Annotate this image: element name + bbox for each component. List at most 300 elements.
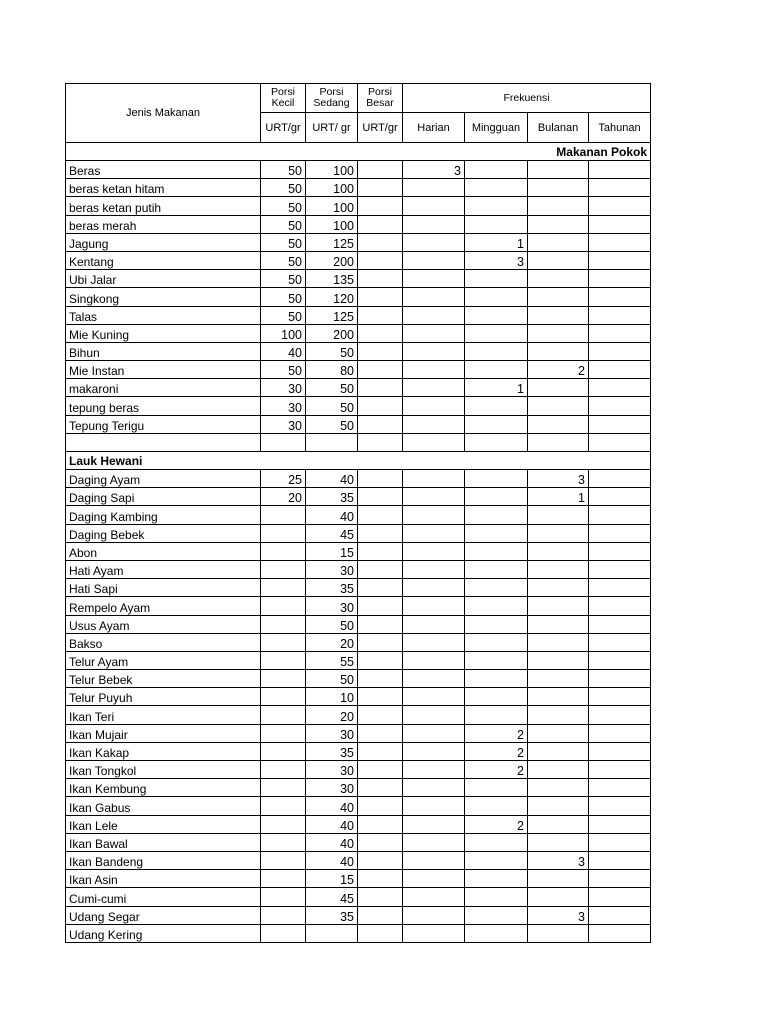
- urt-besar-header: URT/gr: [358, 113, 403, 143]
- food-name-cell: Ikan Kakap: [66, 742, 261, 760]
- mingguan-cell: [465, 615, 528, 633]
- table-row: [66, 924, 651, 942]
- porsi-besar-cell: [358, 670, 403, 688]
- bulanan-cell: [528, 324, 589, 342]
- porsi-kecil-cell: 50: [261, 251, 306, 269]
- section-row: [66, 143, 651, 161]
- porsi-besar-cell: [358, 924, 403, 942]
- porsi-besar-cell: [358, 197, 403, 215]
- harian-cell: [403, 615, 465, 633]
- porsi-besar-cell: [358, 579, 403, 597]
- mingguan-cell: [465, 888, 528, 906]
- bulanan-cell: [528, 888, 589, 906]
- harian-cell: [403, 815, 465, 833]
- porsi-besar-cell: [358, 597, 403, 615]
- tahunan-cell: [589, 542, 651, 560]
- bulanan-cell: [528, 342, 589, 360]
- food-name-cell: [66, 433, 261, 451]
- table-row: [66, 833, 651, 851]
- bulanan-cell: [528, 415, 589, 433]
- mingguan-header: Mingguan: [465, 113, 528, 143]
- bulanan-cell: [528, 197, 589, 215]
- tahunan-cell: [589, 233, 651, 251]
- porsi-sedang-header: [306, 84, 358, 113]
- porsi-kecil-cell: [261, 524, 306, 542]
- porsi-sedang-cell: 100: [306, 197, 358, 215]
- mingguan-cell: [465, 542, 528, 560]
- harian-cell: [403, 870, 465, 888]
- porsi-sedang-cell: 10: [306, 688, 358, 706]
- porsi-kecil-cell: 30: [261, 379, 306, 397]
- harian-cell: [403, 306, 465, 324]
- table-row: [66, 724, 651, 742]
- tahunan-header: Tahunan: [589, 113, 651, 143]
- harian-cell: [403, 488, 465, 506]
- table-row: [66, 888, 651, 906]
- bulanan-cell: [528, 651, 589, 669]
- urt-kecil-header: URT/gr: [261, 113, 306, 143]
- porsi-sedang-cell: 20: [306, 706, 358, 724]
- porsi-sedang-cell: 50: [306, 342, 358, 360]
- table-row: [66, 542, 651, 560]
- header-row-top: [66, 84, 651, 113]
- mingguan-cell: [465, 215, 528, 233]
- porsi-sedang-cell: 30: [306, 779, 358, 797]
- tahunan-cell: [589, 924, 651, 942]
- tahunan-cell: [589, 379, 651, 397]
- mingguan-cell: [465, 706, 528, 724]
- bulanan-cell: [528, 633, 589, 651]
- food-name-cell: Jagung: [66, 233, 261, 251]
- harian-cell: [403, 779, 465, 797]
- bulanan-cell: 3: [528, 906, 589, 924]
- porsi-besar-cell: [358, 560, 403, 578]
- food-name-cell: Bakso: [66, 633, 261, 651]
- table-row: [66, 815, 651, 833]
- table-row: [66, 342, 651, 360]
- food-name-cell: beras ketan putih: [66, 197, 261, 215]
- table-row: [66, 397, 651, 415]
- porsi-besar-cell: [358, 615, 403, 633]
- table-row: [66, 670, 651, 688]
- food-name-cell: Bihun: [66, 342, 261, 360]
- porsi-kecil-cell: [261, 615, 306, 633]
- porsi-kecil-cell: 40: [261, 342, 306, 360]
- food-name-cell: Daging Bebek: [66, 524, 261, 542]
- food-frequency-table: [65, 83, 651, 943]
- porsi-sedang-cell: 50: [306, 379, 358, 397]
- bulanan-cell: [528, 560, 589, 578]
- mingguan-cell: 2: [465, 815, 528, 833]
- porsi-besar-cell: [358, 851, 403, 869]
- tahunan-cell: [589, 579, 651, 597]
- table-row: [66, 488, 651, 506]
- mingguan-cell: 2: [465, 761, 528, 779]
- tahunan-cell: [589, 870, 651, 888]
- food-name-cell: Talas: [66, 306, 261, 324]
- tahunan-cell: [589, 161, 651, 179]
- tahunan-cell: [589, 270, 651, 288]
- mingguan-cell: [465, 324, 528, 342]
- food-name-cell: tepung beras: [66, 397, 261, 415]
- table-row: [66, 161, 651, 179]
- porsi-kecil-cell: [261, 542, 306, 560]
- table-row: [66, 270, 651, 288]
- harian-cell: [403, 433, 465, 451]
- porsi-besar-cell: [358, 324, 403, 342]
- porsi-sedang-cell: 45: [306, 524, 358, 542]
- bulanan-cell: 1: [528, 488, 589, 506]
- tahunan-cell: [589, 288, 651, 306]
- table-row: [66, 506, 651, 524]
- table-row: [66, 306, 651, 324]
- food-name-cell: Ikan Tongkol: [66, 761, 261, 779]
- table-row: [66, 470, 651, 488]
- porsi-kecil-cell: [261, 815, 306, 833]
- porsi-besar-cell: [358, 633, 403, 651]
- food-name-cell: Telur Ayam: [66, 651, 261, 669]
- porsi-kecil-cell: [261, 706, 306, 724]
- porsi-sedang-cell: 15: [306, 542, 358, 560]
- porsi-besar-cell: [358, 306, 403, 324]
- porsi-sedang-cell: 125: [306, 233, 358, 251]
- porsi-besar-cell: [358, 361, 403, 379]
- porsi-sedang-cell: 30: [306, 560, 358, 578]
- porsi-sedang-cell: 50: [306, 670, 358, 688]
- mingguan-cell: 2: [465, 724, 528, 742]
- table-row: [66, 415, 651, 433]
- mingguan-cell: [465, 197, 528, 215]
- tahunan-cell: [589, 797, 651, 815]
- harian-cell: [403, 288, 465, 306]
- food-name-cell: Tepung Terigu: [66, 415, 261, 433]
- mingguan-cell: [465, 488, 528, 506]
- tahunan-cell: [589, 506, 651, 524]
- harian-cell: [403, 324, 465, 342]
- food-name-cell: Ikan Mujair: [66, 724, 261, 742]
- table-row: [66, 906, 651, 924]
- porsi-kecil-cell: [261, 797, 306, 815]
- porsi-besar-cell: [358, 833, 403, 851]
- food-name-cell: Daging Kambing: [66, 506, 261, 524]
- tahunan-cell: [589, 397, 651, 415]
- mingguan-cell: [465, 779, 528, 797]
- bulanan-cell: [528, 288, 589, 306]
- porsi-sedang-cell: 100: [306, 215, 358, 233]
- porsi-kecil-cell: [261, 560, 306, 578]
- porsi-kecil-cell: 50: [261, 270, 306, 288]
- porsi-kecil-cell: [261, 924, 306, 942]
- food-name-cell: Hati Sapi: [66, 579, 261, 597]
- mingguan-cell: [465, 397, 528, 415]
- bulanan-cell: [528, 615, 589, 633]
- porsi-kecil-line-1: Porsi: [271, 86, 295, 98]
- porsi-sedang-cell: 35: [306, 906, 358, 924]
- table-row: [66, 761, 651, 779]
- porsi-sedang-cell: 120: [306, 288, 358, 306]
- harian-cell: [403, 233, 465, 251]
- harian-cell: [403, 415, 465, 433]
- food-name-cell: Ikan Gabus: [66, 797, 261, 815]
- mingguan-cell: 1: [465, 379, 528, 397]
- harian-cell: [403, 651, 465, 669]
- porsi-kecil-header: [261, 84, 306, 113]
- food-name-cell: Telur Puyuh: [66, 688, 261, 706]
- bulanan-cell: [528, 761, 589, 779]
- harian-cell: [403, 924, 465, 942]
- tahunan-cell: [589, 779, 651, 797]
- harian-cell: [403, 706, 465, 724]
- tahunan-cell: [589, 633, 651, 651]
- table-row: [66, 742, 651, 760]
- table-row: [66, 179, 651, 197]
- food-name-cell: Rempelo Ayam: [66, 597, 261, 615]
- food-name-cell: Singkong: [66, 288, 261, 306]
- urt-sedang-header: URT/ gr: [306, 113, 358, 143]
- bulanan-cell: [528, 815, 589, 833]
- food-name-cell: Daging Ayam: [66, 470, 261, 488]
- table-row: [66, 361, 651, 379]
- porsi-besar-cell: [358, 779, 403, 797]
- table-row: [66, 524, 651, 542]
- harian-cell: [403, 761, 465, 779]
- porsi-besar-cell: [358, 742, 403, 760]
- porsi-kecil-cell: [261, 888, 306, 906]
- porsi-sedang-cell: 100: [306, 179, 358, 197]
- table-row: [66, 870, 651, 888]
- tahunan-cell: [589, 906, 651, 924]
- tahunan-cell: [589, 415, 651, 433]
- mingguan-cell: [465, 797, 528, 815]
- bulanan-cell: [528, 706, 589, 724]
- harian-cell: [403, 688, 465, 706]
- bulanan-cell: [528, 742, 589, 760]
- mingguan-cell: [465, 506, 528, 524]
- porsi-besar-cell: [358, 161, 403, 179]
- porsi-sedang-cell: 40: [306, 470, 358, 488]
- tahunan-cell: [589, 651, 651, 669]
- bulanan-cell: [528, 506, 589, 524]
- porsi-kecil-cell: [261, 597, 306, 615]
- porsi-kecil-cell: [261, 851, 306, 869]
- tahunan-cell: [589, 670, 651, 688]
- frekuensi-header: Frekuensi: [403, 84, 651, 113]
- table-row: [66, 615, 651, 633]
- mingguan-cell: [465, 270, 528, 288]
- table-row: [66, 579, 651, 597]
- tahunan-cell: [589, 179, 651, 197]
- porsi-besar-cell: [358, 815, 403, 833]
- porsi-besar-cell: [358, 288, 403, 306]
- table-row: [66, 215, 651, 233]
- porsi-sedang-cell: 40: [306, 797, 358, 815]
- bulanan-cell: [528, 670, 589, 688]
- table-row: [66, 597, 651, 615]
- tahunan-cell: [589, 251, 651, 269]
- harian-cell: [403, 470, 465, 488]
- harian-cell: [403, 833, 465, 851]
- harian-cell: [403, 724, 465, 742]
- table-row: [66, 433, 651, 451]
- bulanan-cell: [528, 870, 589, 888]
- mingguan-cell: [465, 179, 528, 197]
- harian-cell: [403, 888, 465, 906]
- porsi-kecil-cell: [261, 870, 306, 888]
- tahunan-cell: [589, 742, 651, 760]
- food-name-cell: Ikan Bandeng: [66, 851, 261, 869]
- tahunan-cell: [589, 361, 651, 379]
- mingguan-cell: [465, 342, 528, 360]
- porsi-sedang-cell: 100: [306, 161, 358, 179]
- porsi-kecil-cell: [261, 779, 306, 797]
- harian-cell: [403, 179, 465, 197]
- tahunan-cell: [589, 615, 651, 633]
- table-row: [66, 324, 651, 342]
- food-name-cell: Abon: [66, 542, 261, 560]
- bulanan-cell: 3: [528, 851, 589, 869]
- porsi-kecil-cell: [261, 761, 306, 779]
- porsi-kecil-cell: 50: [261, 197, 306, 215]
- harian-cell: [403, 670, 465, 688]
- porsi-kecil-cell: [261, 651, 306, 669]
- porsi-sedang-cell: 55: [306, 651, 358, 669]
- porsi-kecil-cell: 50: [261, 361, 306, 379]
- food-name-cell: Ikan Kembung: [66, 779, 261, 797]
- table-row: [66, 851, 651, 869]
- bulanan-cell: [528, 542, 589, 560]
- porsi-kecil-cell: 100: [261, 324, 306, 342]
- porsi-besar-cell: [358, 797, 403, 815]
- bulanan-cell: [528, 779, 589, 797]
- porsi-sedang-cell: [306, 433, 358, 451]
- porsi-besar-cell: [358, 470, 403, 488]
- tahunan-cell: [589, 851, 651, 869]
- bulanan-cell: [528, 833, 589, 851]
- porsi-sedang-cell: 35: [306, 488, 358, 506]
- bulanan-cell: [528, 797, 589, 815]
- porsi-besar-cell: [358, 251, 403, 269]
- harian-cell: [403, 215, 465, 233]
- porsi-besar-cell: [358, 397, 403, 415]
- table-row: [66, 688, 651, 706]
- mingguan-cell: [465, 924, 528, 942]
- mingguan-cell: [465, 633, 528, 651]
- food-name-cell: Telur Bebek: [66, 670, 261, 688]
- porsi-kecil-cell: 25: [261, 470, 306, 488]
- porsi-kecil-cell: [261, 433, 306, 451]
- harian-cell: [403, 742, 465, 760]
- food-name-cell: makaroni: [66, 379, 261, 397]
- tahunan-cell: [589, 688, 651, 706]
- table-row: [66, 651, 651, 669]
- porsi-sedang-cell: 30: [306, 761, 358, 779]
- bulanan-cell: [528, 688, 589, 706]
- harian-cell: [403, 851, 465, 869]
- porsi-besar-cell: [358, 179, 403, 197]
- porsi-sedang-cell: 40: [306, 506, 358, 524]
- porsi-besar-cell: [358, 433, 403, 451]
- mingguan-cell: 1: [465, 233, 528, 251]
- porsi-kecil-cell: [261, 906, 306, 924]
- food-name-cell: Udang Segar: [66, 906, 261, 924]
- porsi-sedang-cell: [306, 924, 358, 942]
- jenis-makanan-header: Jenis Makanan: [66, 84, 261, 143]
- tahunan-cell: [589, 324, 651, 342]
- mingguan-cell: [465, 851, 528, 869]
- porsi-sedang-cell: 40: [306, 833, 358, 851]
- bulanan-cell: [528, 233, 589, 251]
- tahunan-cell: [589, 215, 651, 233]
- bulanan-cell: [528, 397, 589, 415]
- table-row: [66, 197, 651, 215]
- mingguan-cell: [465, 306, 528, 324]
- porsi-kecil-cell: 50: [261, 179, 306, 197]
- mingguan-cell: [465, 470, 528, 488]
- harian-cell: [403, 397, 465, 415]
- tahunan-cell: [589, 470, 651, 488]
- porsi-kecil-cell: [261, 633, 306, 651]
- porsi-kecil-cell: 50: [261, 215, 306, 233]
- porsi-besar-cell: [358, 342, 403, 360]
- porsi-sedang-cell: 50: [306, 615, 358, 633]
- porsi-sedang-cell: 30: [306, 597, 358, 615]
- harian-cell: [403, 197, 465, 215]
- food-name-cell: beras merah: [66, 215, 261, 233]
- porsi-sedang-cell: 35: [306, 579, 358, 597]
- section-row: [66, 452, 651, 470]
- harian-cell: [403, 797, 465, 815]
- bulanan-cell: [528, 524, 589, 542]
- bulanan-cell: 3: [528, 470, 589, 488]
- porsi-kecil-cell: [261, 833, 306, 851]
- tahunan-cell: [589, 724, 651, 742]
- bulanan-cell: [528, 251, 589, 269]
- porsi-besar-cell: [358, 888, 403, 906]
- food-name-cell: Beras: [66, 161, 261, 179]
- harian-cell: [403, 524, 465, 542]
- table-row: [66, 379, 651, 397]
- bulanan-cell: 2: [528, 361, 589, 379]
- porsi-sedang-cell: 40: [306, 815, 358, 833]
- porsi-sedang-cell: 20: [306, 633, 358, 651]
- porsi-kecil-cell: [261, 742, 306, 760]
- tahunan-cell: [589, 761, 651, 779]
- mingguan-cell: [465, 906, 528, 924]
- porsi-kecil-cell: 30: [261, 415, 306, 433]
- mingguan-cell: [465, 288, 528, 306]
- tahunan-cell: [589, 706, 651, 724]
- food-name-cell: Daging Sapi: [66, 488, 261, 506]
- porsi-sedang-cell: 40: [306, 851, 358, 869]
- porsi-sedang-cell: 15: [306, 870, 358, 888]
- food-name-cell: Mie Instan: [66, 361, 261, 379]
- porsi-kecil-cell: 30: [261, 397, 306, 415]
- tahunan-cell: [589, 197, 651, 215]
- table-row: [66, 288, 651, 306]
- harian-cell: [403, 361, 465, 379]
- porsi-kecil-cell: [261, 724, 306, 742]
- food-name-cell: Ubi Jalar: [66, 270, 261, 288]
- porsi-kecil-cell: [261, 579, 306, 597]
- porsi-besar-header: [358, 84, 403, 113]
- mingguan-cell: [465, 161, 528, 179]
- porsi-besar-cell: [358, 524, 403, 542]
- porsi-sedang-cell: 50: [306, 397, 358, 415]
- section-title: Lauk Hewani: [66, 452, 651, 470]
- porsi-besar-line-2: Besar: [366, 97, 394, 109]
- table-row: [66, 706, 651, 724]
- porsi-sedang-cell: 80: [306, 361, 358, 379]
